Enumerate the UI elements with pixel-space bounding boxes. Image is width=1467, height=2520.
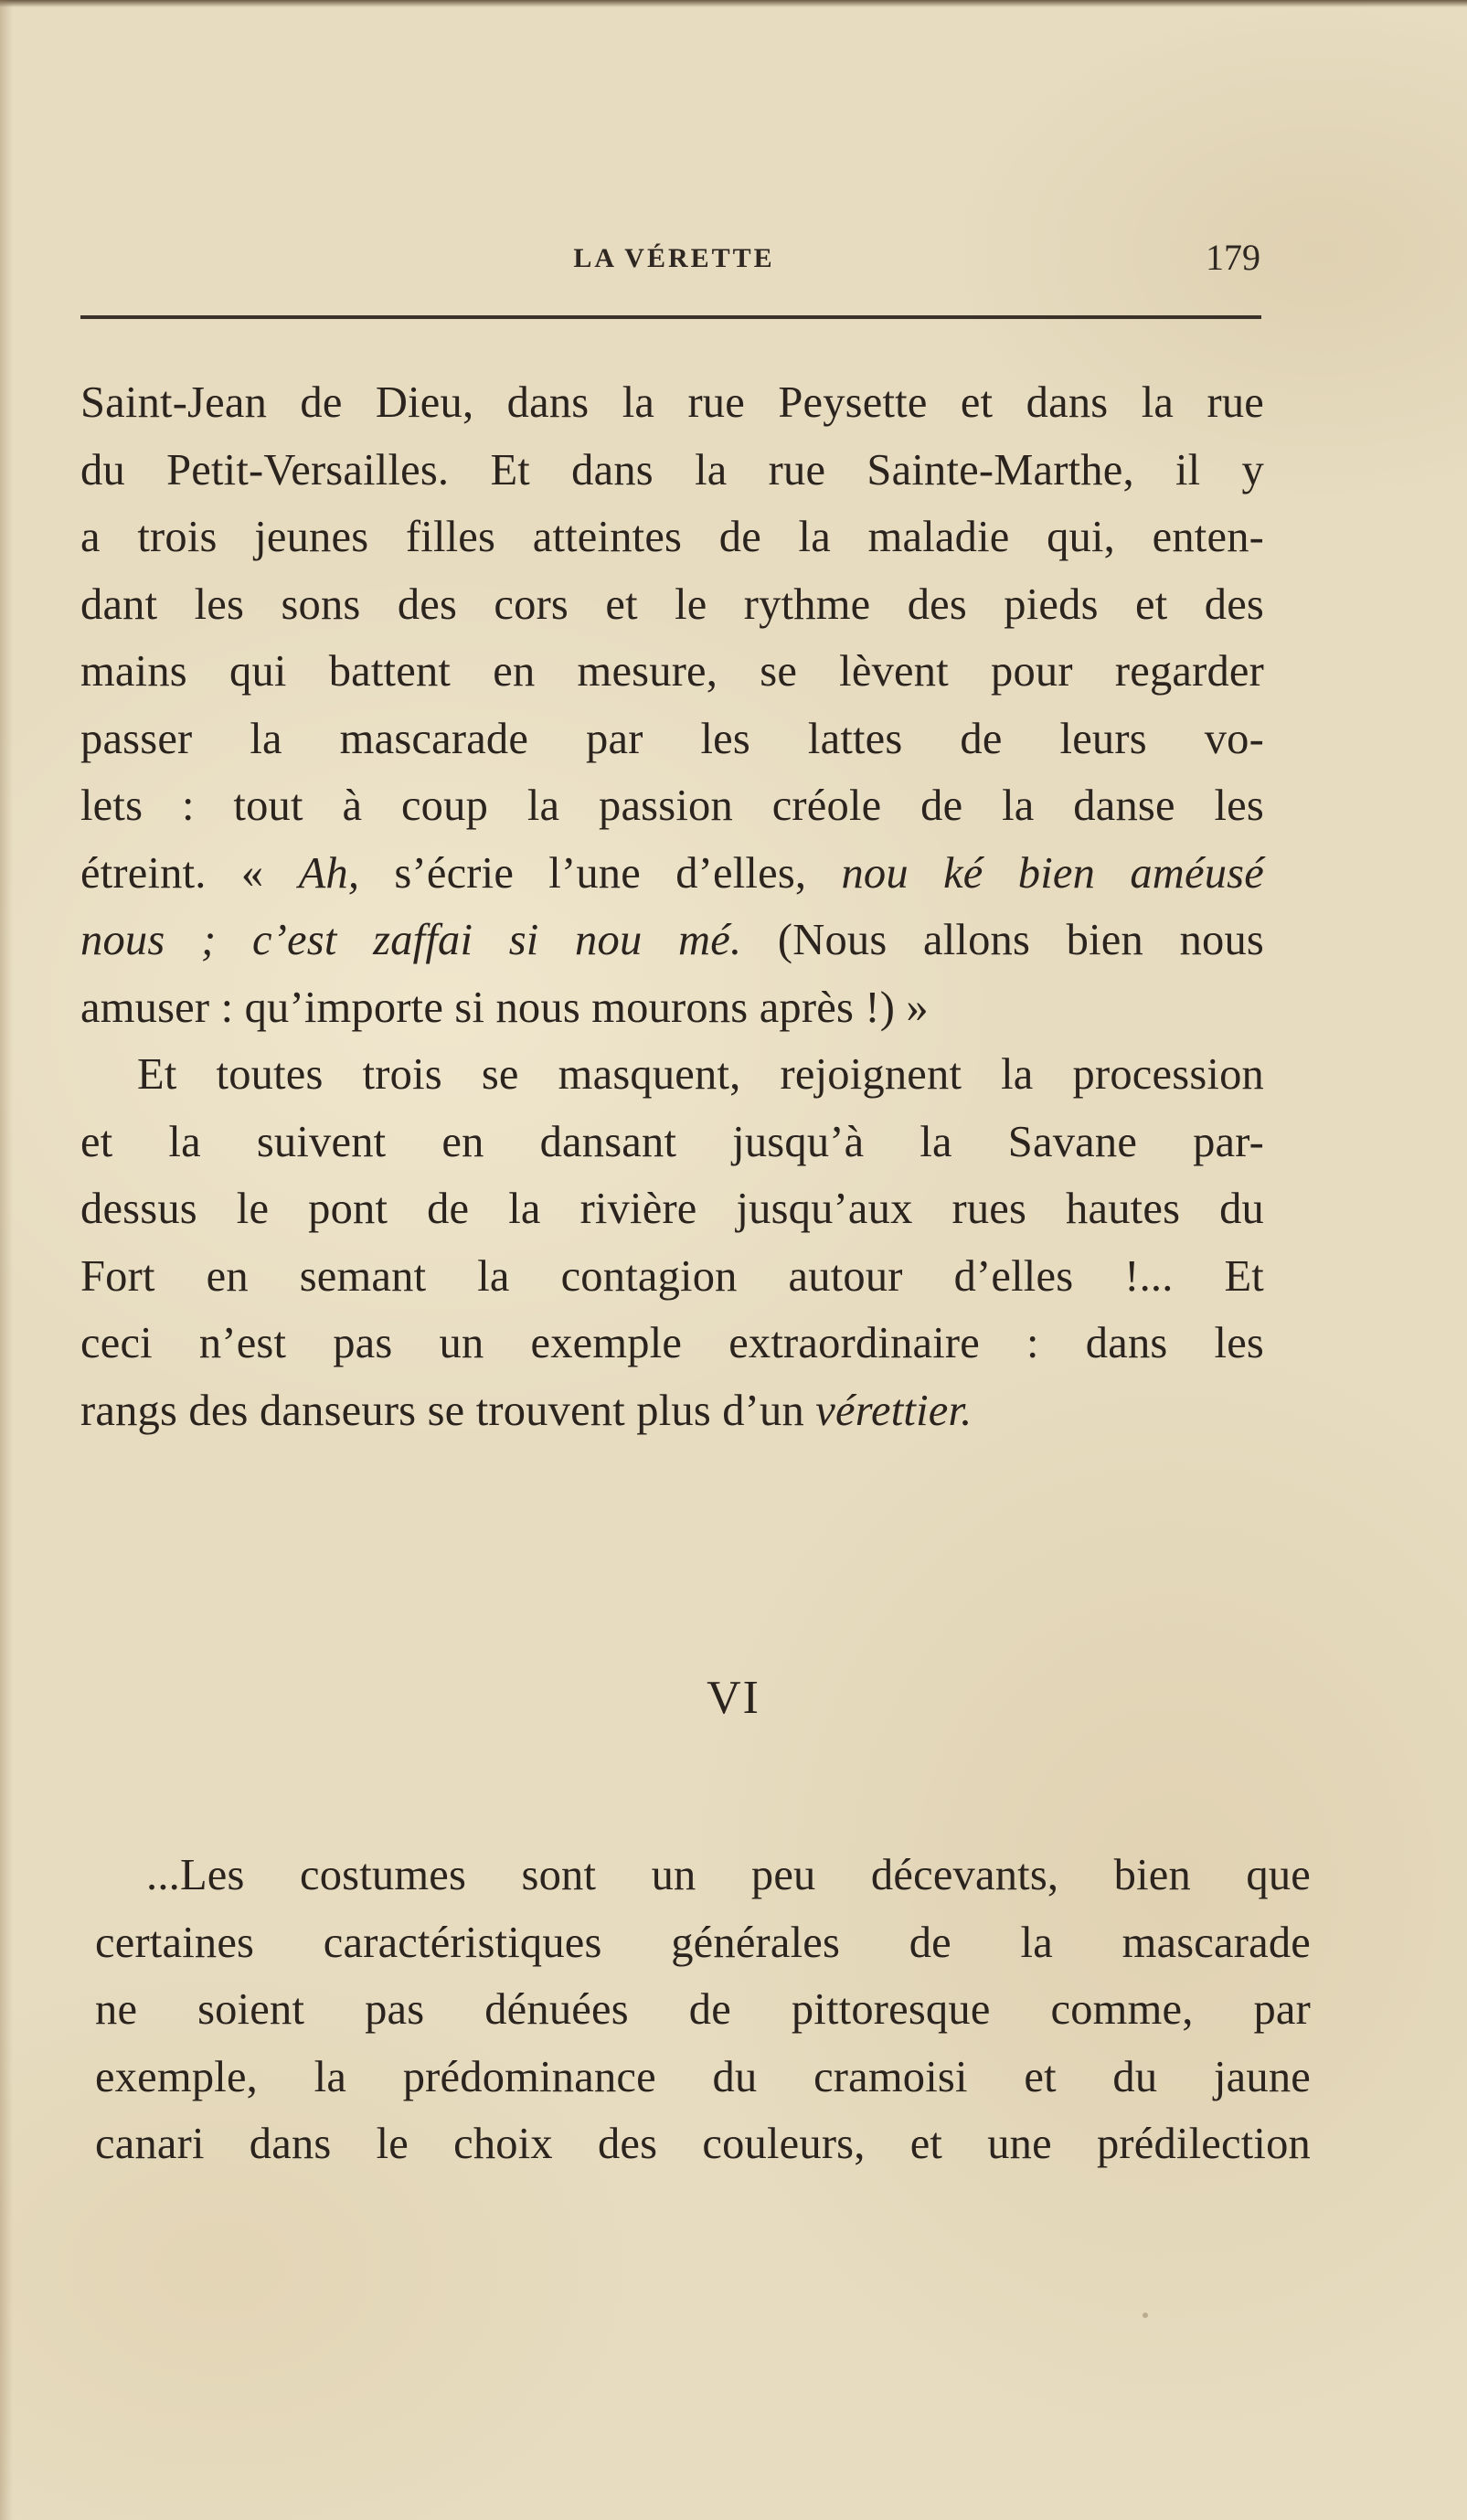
running-title: LA VÉRETTE <box>573 243 775 273</box>
italic-term: vérettier. <box>815 1386 973 1435</box>
text-line: mains qui battent en mesure, se lèvent pour regarder <box>80 647 1264 696</box>
text-run: rangs des danseurs se trouvent plus d’un <box>80 1386 816 1435</box>
creole-quote: nou ké bien améusé <box>841 848 1264 898</box>
text-run: s’écrie l’une d’elles, <box>359 848 842 898</box>
text-run: (Nous allons bien nous <box>741 916 1264 964</box>
text-line: passer la mascarade par les lattes de leurs vo- <box>80 714 1264 763</box>
text-line: amuser : qu’importe si nous mourons après !) » <box>80 983 929 1032</box>
text-line: Fort en semant la contagion autour d’elles !... Et <box>80 1251 1264 1301</box>
text-line: Et toutes trois se masquent, rejoignent la procession <box>137 1050 1264 1099</box>
page-header <box>82 236 1266 291</box>
text-line: du Petit-Versailles. Et dans la rue Sainte-Marthe, il y <box>80 445 1264 494</box>
creole-quote: nous ; c’est zaffai si nou mé. <box>80 916 742 964</box>
text-line <box>80 840 1264 908</box>
page-left-edge-shadow <box>0 0 13 2520</box>
header-rule <box>80 315 1261 319</box>
text-line: ne soient pas dénuées de pittoresque comme, par <box>95 1985 1311 2034</box>
text-line: Saint-Jean de Dieu, dans la rue Peysette et dans la rue <box>80 378 1264 427</box>
text-line: certaines caractéristiques générales de la mascarade <box>95 1918 1311 1967</box>
body-text-top <box>80 369 1264 1444</box>
text-line: lets : tout à coup la passion créole de la danse les <box>80 782 1264 830</box>
page-top-edge-shadow <box>0 0 1467 7</box>
page-number: 179 <box>1206 237 1260 278</box>
text-line: ...Les costumes sont un peu décevants, bien que <box>146 1851 1311 1899</box>
text-line: dessus le pont de la rivière jusqu’aux rues hautes du <box>80 1185 1264 1233</box>
text-line: ceci n’est pas un exemple extraordinaire : dans les <box>80 1319 1264 1367</box>
text-line: dant les sons des cors et le rythme des pieds et des <box>80 579 1264 629</box>
text-line <box>80 1377 1264 1445</box>
italic-exclamation: Ah, <box>298 848 360 898</box>
text-line: et la suivent en dansant jusqu’à la Savane par- <box>80 1117 1264 1166</box>
text-line: exemple, la prédominance du cramoisi et du jaune <box>95 2052 1311 2101</box>
text-line: a trois jeunes filles atteintes de la maladie qui, enten- <box>80 513 1264 561</box>
text-run: étreint. « <box>80 848 299 898</box>
text-line: canari dans le choix des couleurs, et une prédilection <box>95 2120 1311 2168</box>
body-text-bottom <box>95 1842 1311 2178</box>
paper-spot <box>1143 2313 1148 2318</box>
text-line <box>80 907 1264 974</box>
section-heading: VI <box>707 1672 760 1724</box>
